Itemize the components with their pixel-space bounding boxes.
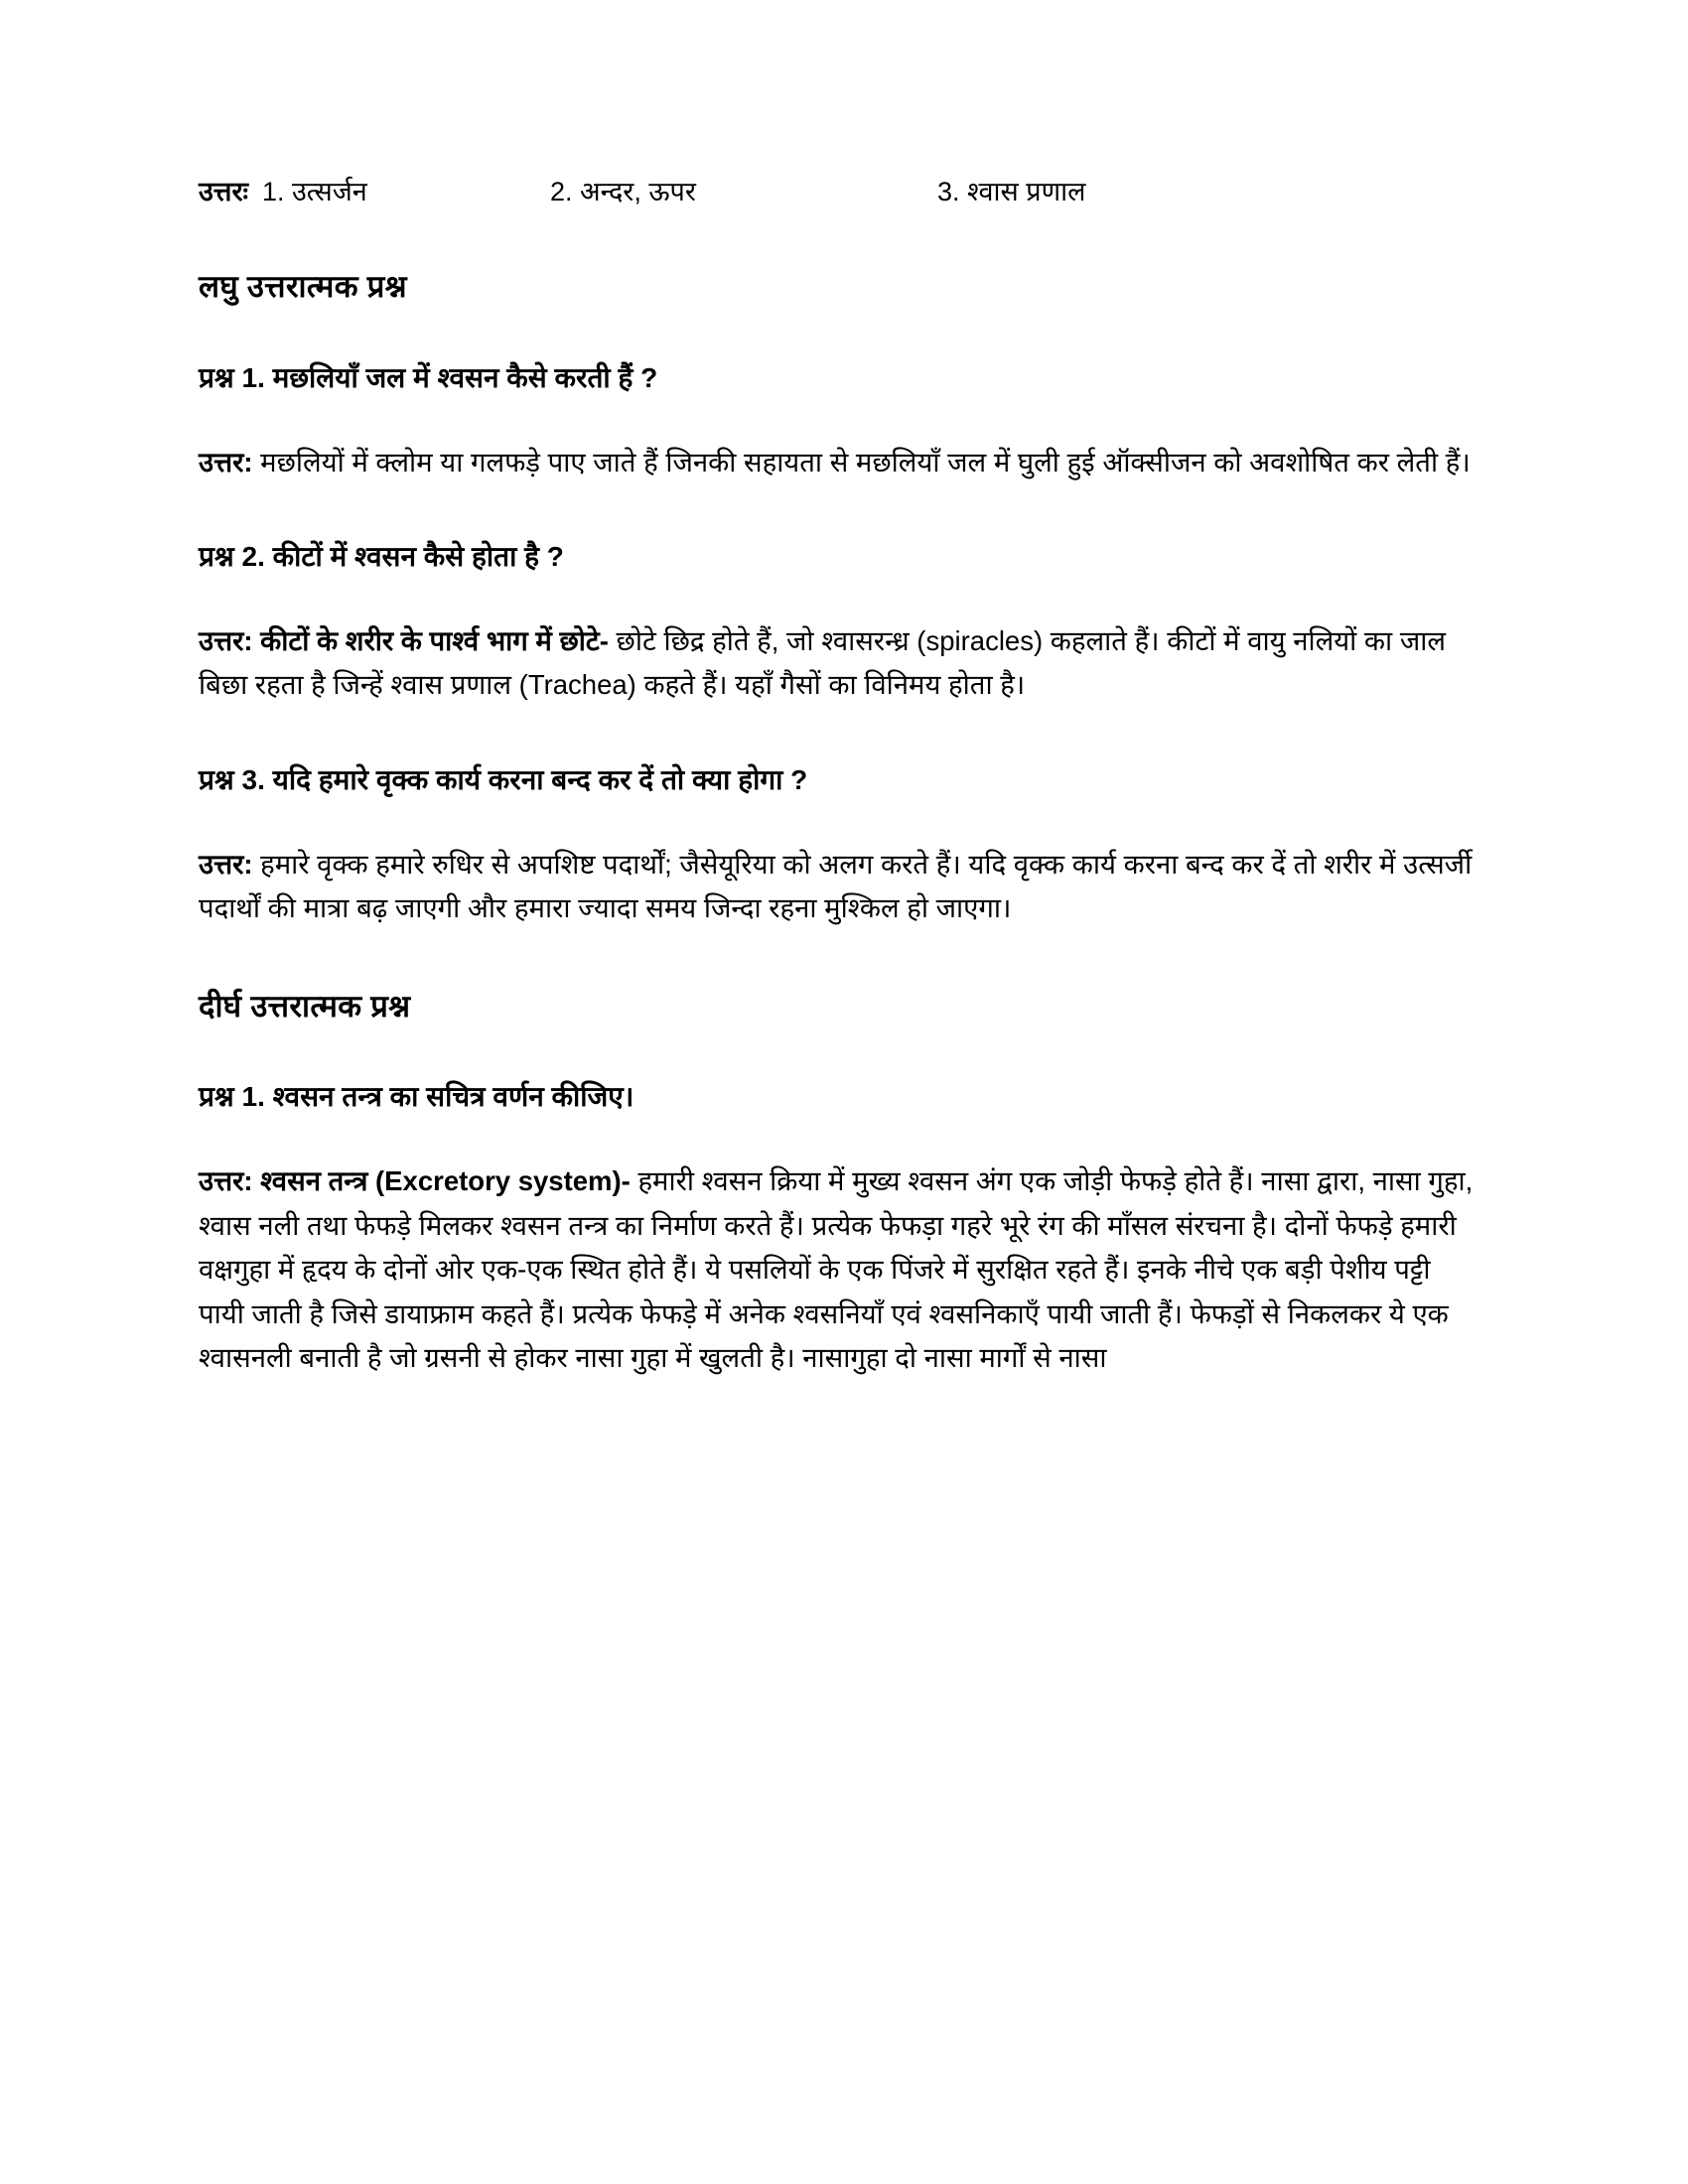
answer-key-item-3: 3. श्वास प्रणाल <box>936 177 1086 206</box>
document-content <box>199 174 1479 1381</box>
answer-label: उत्तर: <box>199 848 253 880</box>
question-1-short: प्रश्न 1. मछलियाँ जल में श्वसन कैसे करती हैं ? <box>199 361 658 393</box>
answer-2-short <box>199 619 1479 708</box>
question-2-short: प्रश्न 2. कीटों में श्वसन कैसे होता है ? <box>199 541 564 573</box>
answer-1-long <box>199 1160 1479 1381</box>
answer-body: हमारी श्वसन क्रिया में मुख्य श्वसन अंग एक जोड़ी फेफड़े होते हैं। नासा द्वारा, नासा गुहा, श्वास नली तथा फेफड़े मिलकर श्वसन तन्त्र का निर्माण करते हैं। प्रत्येक फेफड़ा गहरे भूरे रंग की माँसल संरचना है। दोनों फेफड़े हमारी वक्षगुहा में हृदय के दोनों ओर एक-एक स्थित होते हैं। ये पसलियों के एक पिंजरे में सुरक्षित रहते हैं। इनके नीचे एक बड़ी पेशीय पट्टी पायी जाती है जिसे डायाफ्राम कहते हैं। प्रत्येक फेफड़े में अनेक श्वसनियाँ एवं श्वसनिकाएँ पायी जाती हैं। फेफड़ों से निकलकर ये एक श्वासनली बनाती है जो ग्रसनी से होकर नासा गुहा में खुलती है। नासागुहा दो नासा मार्गों से नासा <box>199 1164 1474 1374</box>
answer-body: मछलियों में क्लोम या गलफड़े पाए जाते हैं जिनकी सहायता से मछलियाँ जल में घुली हुई ऑक्सीजन को अवशोषित कर लेती हैं। <box>252 446 1471 478</box>
answer-key-item-2: 2. अन्दर, ऊपर <box>549 177 696 206</box>
section-heading-long-answer: दीर्घ उत्तरात्मक प्रश्न <box>199 988 411 1024</box>
answer-3-short <box>199 843 1479 931</box>
question-3-short: प्रश्न 3. यदि हमारे वृक्क कार्य करना बन्द कर दें तो क्या होगा ? <box>199 763 808 795</box>
question-1-long: प्रश्न 1. श्वसन तन्त्र का सचित्र वर्णन कीजिए। <box>199 1081 634 1113</box>
answer-label: उत्तर: <box>199 624 253 656</box>
section-heading-short-answer: लघु उत्तरात्मक प्रश्न <box>199 269 407 305</box>
answer-bold-lead: श्वसन तन्त्र (Excretory system)- <box>252 1164 631 1196</box>
answer-key-label: उत्तरः <box>199 177 248 206</box>
answer-body: छोटे छिद्र होते हैं, जो श्वासरन्ध्र (spiracles) कहलाते हैं। कीटों में वायु नलियों का जाल बिछा रहता है जिन्हें श्वास प्रणाल (Trachea) कहते हैं। यहाँ गैसों का विनिमय होता है। <box>199 624 1446 701</box>
answer-body: हमारे वृक्क हमारे रुधिर से अपशिष्ट पदार्थों; जैसेयूरिया को अलग करते हैं। यदि वृक्क कार्य करना बन्द कर दें तो शरीर में उत्सर्जी पदार्थों की मात्रा बढ़ जाएगी और हमारा ज्यादा समय जिन्दा रहना मुश्किल हो जाएगा। <box>199 848 1473 924</box>
answer-key-item-1: 1. उत्सर्जन <box>261 177 367 206</box>
answer-bold-lead: कीटों के शरीर के पार्श्व भाग में छोटे- <box>252 624 609 656</box>
answer-1-short <box>199 441 1479 485</box>
answer-label: उत्तर: <box>199 1164 253 1196</box>
answer-label: उत्तर: <box>199 446 253 478</box>
answer-key-row <box>199 174 1479 209</box>
